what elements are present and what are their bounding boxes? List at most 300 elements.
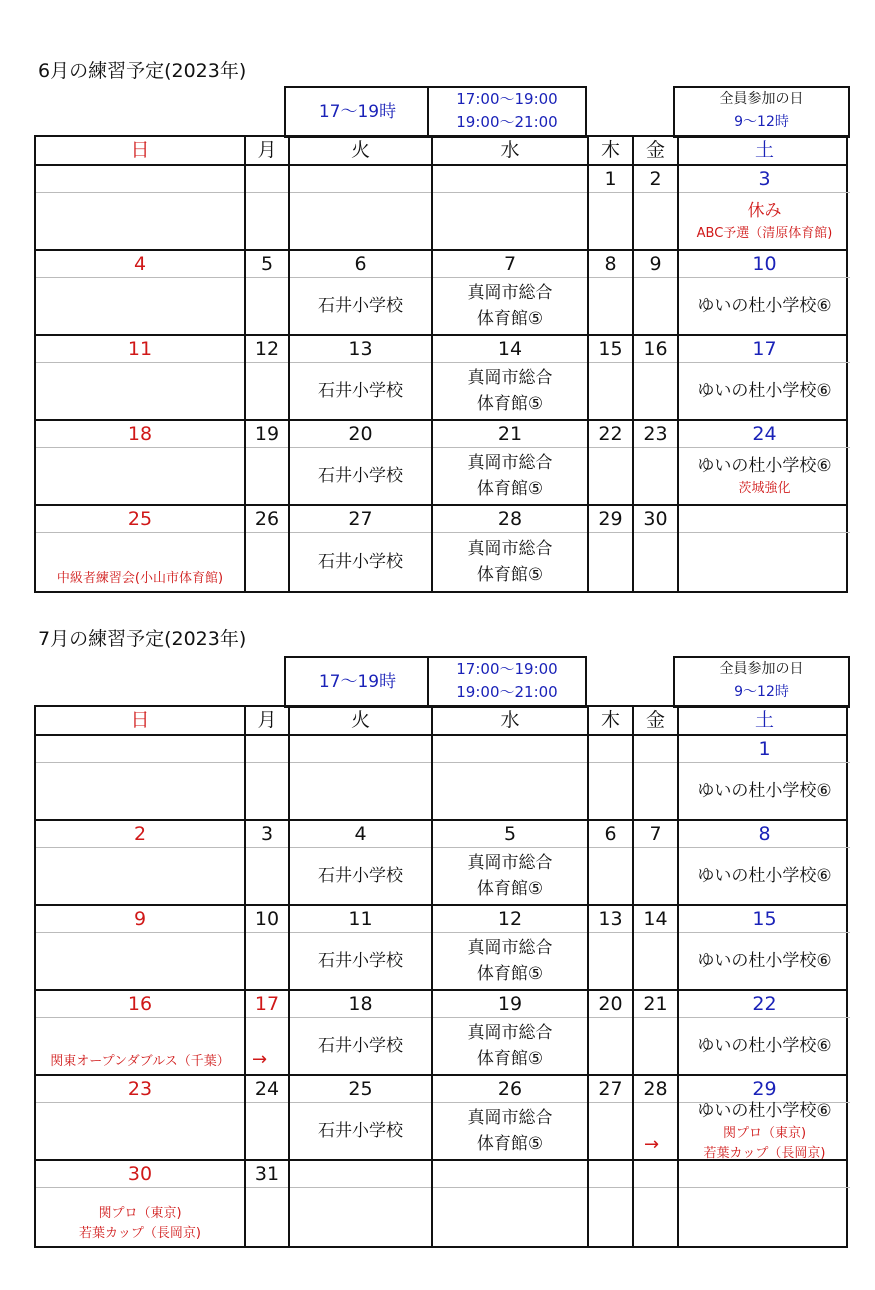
cell-body [36,848,244,904]
venue-name: ゆいの杜小学校⑥ [697,381,832,401]
date-number: 30 [634,506,677,533]
cell-body [679,278,850,334]
cell-body [589,1103,632,1159]
cell-body [433,1018,587,1074]
date-number: 25 [36,506,244,533]
calendar-grid [34,135,848,593]
cell-body [433,933,587,989]
saturday-header [673,656,850,708]
day-cell [36,736,244,819]
day-cell [431,1076,587,1159]
date-number: 12 [433,906,587,933]
date-number: 27 [589,1076,632,1103]
day-header: 金 [632,707,677,734]
cell-body [290,1188,431,1246]
cell-body [290,1018,431,1074]
date-number: 19 [246,421,288,448]
day-cell [587,906,632,989]
cell-body [290,933,431,989]
date-number: 24 [246,1076,288,1103]
venue-name: 体育館⑤ [476,879,544,899]
cell-body [36,933,244,989]
venue-name: ゆいの杜小学校⑥ [697,951,832,971]
cell-body [246,278,288,334]
venue-name: 石井小学校 [318,466,403,486]
date-number: 13 [290,336,431,363]
cell-body [433,278,587,334]
cell-body [679,448,850,504]
day-cell [677,1076,850,1159]
day-cell [677,1161,850,1246]
day-cell [288,336,431,419]
venue-name: 体育館⑤ [476,1049,544,1069]
cell-body [634,448,677,504]
day-cell [632,821,677,904]
cell-body [290,1103,431,1159]
date-number: 20 [589,991,632,1018]
tuesday-time: 17～19時 [318,672,397,692]
cell-body [36,1103,244,1159]
date-number: 2 [634,166,677,193]
event-note: 関プロ（東京) [722,1126,807,1141]
event-note: 茨城強化 [738,481,791,496]
date-number: 4 [290,821,431,848]
day-header: 日 [130,709,150,731]
day-cell [288,1161,431,1246]
day-cell [244,336,288,419]
day-cell [587,166,632,249]
day-cell [587,251,632,334]
day-cell [431,736,587,819]
day-cell [431,166,587,249]
day-cell [36,421,244,504]
day-cell [677,736,850,819]
venue-name: ゆいの杜小学校⑥ [697,296,832,316]
date-number: 9 [36,906,244,933]
date-number: 14 [634,906,677,933]
cell-body [679,193,850,249]
date-number: 5 [246,251,288,278]
day-cell [677,336,850,419]
day-cell [632,1161,677,1246]
day-cell [36,906,244,989]
day-cell [632,506,677,591]
date-number: 26 [433,1076,587,1103]
day-cell [288,166,431,249]
day-cell [632,166,677,249]
date-number [290,1161,431,1188]
week-row [36,1076,846,1161]
event-note: 関プロ（東京) [98,1206,182,1221]
saturday-header [673,86,850,138]
venue-name: 石井小学校 [318,951,403,971]
day-cell [36,166,244,249]
day-cell [431,906,587,989]
date-number: 21 [634,991,677,1018]
cell-body [589,278,632,334]
date-number: 22 [589,421,632,448]
cell-body [246,448,288,504]
day-header-row [36,137,846,166]
day-header: 土 [677,707,850,734]
cell-body [433,1103,587,1159]
date-number: 10 [246,906,288,933]
day-cell [288,506,431,591]
cell-body [36,533,244,591]
week-row [36,166,846,251]
venue-name: 体育館⑤ [476,565,544,585]
date-number: 1 [589,166,632,193]
date-number: 2 [36,821,244,848]
date-number [290,166,431,193]
week-row [36,991,846,1076]
date-number: 22 [679,991,850,1018]
cell-body [679,1018,850,1074]
cell-body [290,363,431,419]
date-number [589,736,632,763]
date-number [36,736,244,763]
day-cell [431,336,587,419]
cell-body [290,278,431,334]
wednesday-time-2: 19:00～21:00 [456,113,558,131]
wednesday-time-header [427,656,587,708]
event-note: 若葉カップ（長岡京) [703,1146,826,1161]
cell-body [246,1188,288,1246]
cell-body [634,278,677,334]
day-cell [36,1161,244,1246]
venue-name: ゆいの杜小学校⑥ [697,781,832,801]
day-header: 木 [587,707,632,734]
cell-body [290,448,431,504]
date-number: 25 [290,1076,431,1103]
venue-name: 真岡市総合 [467,283,553,303]
venue-name: ゆいの杜小学校⑥ [697,866,832,886]
cell-body [589,193,632,249]
date-number [679,506,850,533]
date-number: 16 [36,991,244,1018]
arrow-icon: → [644,1134,660,1155]
cell-body [679,1188,850,1246]
venue-name: ゆいの杜小学校⑥ [697,1036,832,1056]
day-cell [244,1076,288,1159]
day-cell [36,1076,244,1159]
date-number [679,1161,850,1188]
day-cell [431,506,587,591]
venue-name: 真岡市総合 [467,539,553,559]
day-cell [677,821,850,904]
rest-label: 休み [747,201,782,221]
cell-body [679,933,850,989]
date-number: 17 [679,336,850,363]
wednesday-time-1: 17:00～19:00 [456,90,558,108]
day-cell [632,336,677,419]
day-cell [36,991,244,1074]
day-header: 月 [244,707,288,734]
saturday-time: 9～12時 [734,114,789,130]
day-cell [244,1161,288,1246]
date-number: 6 [589,821,632,848]
venue-name: 体育館⑤ [476,479,544,499]
cell-body [36,1188,244,1246]
venue-name: 真岡市総合 [467,853,553,873]
cell-body [433,448,587,504]
day-cell [36,336,244,419]
date-number: 18 [36,421,244,448]
cell-body [433,193,587,249]
cell-body [634,1018,677,1074]
event-note: 中級者練習会(小山市体育館) [56,571,224,586]
venue-name: 石井小学校 [318,381,403,401]
calendar-grid [34,705,848,1248]
day-cell [431,1161,587,1246]
date-number [634,736,677,763]
date-number: 15 [679,906,850,933]
venue-name: 真岡市総合 [467,453,553,473]
date-number: 21 [433,421,587,448]
day-cell [677,991,850,1074]
date-number: 23 [36,1076,244,1103]
day-cell [677,421,850,504]
day-cell [431,251,587,334]
date-number: 28 [433,506,587,533]
date-number: 31 [246,1161,288,1188]
date-number: 26 [246,506,288,533]
tuesday-time-header [284,656,431,708]
cell-body [589,533,632,591]
day-cell [677,251,850,334]
day-header: 月 [244,137,288,164]
cell-body [246,763,288,819]
date-number: 1 [679,736,850,763]
cell-body [589,1018,632,1074]
venue-name: 真岡市総合 [467,368,553,388]
cell-body [679,763,850,819]
cell-body [589,933,632,989]
date-number: 29 [679,1076,850,1103]
date-number: 3 [679,166,850,193]
day-cell [244,506,288,591]
cell-body [634,763,677,819]
cell-body [634,1188,677,1246]
day-cell [677,506,850,591]
tuesday-time: 17～19時 [318,102,397,122]
week-row [36,336,846,421]
day-cell [431,821,587,904]
cell-body [433,763,587,819]
cell-body [246,363,288,419]
cell-body [634,193,677,249]
day-cell [288,736,431,819]
saturday-title: 全員参加の日 [719,91,804,107]
venue-name: ゆいの杜小学校⑥ [697,1101,832,1121]
day-cell [288,821,431,904]
cell-body [589,448,632,504]
date-number: 11 [290,906,431,933]
date-number: 27 [290,506,431,533]
venue-name: 石井小学校 [318,552,403,572]
date-number [589,1161,632,1188]
cell-body [433,848,587,904]
day-header: 水 [431,137,587,164]
cell-body [634,363,677,419]
date-number: 5 [433,821,587,848]
cell-body [589,848,632,904]
date-number [433,1161,587,1188]
week-row [36,736,846,821]
cell-body [679,848,850,904]
day-cell [288,421,431,504]
saturday-title: 全員参加の日 [719,661,804,677]
day-header: 木 [587,137,632,164]
date-number [246,166,288,193]
cell-body [36,448,244,504]
cell-body [634,533,677,591]
cell-body [36,363,244,419]
date-number: 19 [433,991,587,1018]
day-cell [244,991,288,1074]
week-row [36,421,846,506]
date-number: 16 [634,336,677,363]
day-cell [632,251,677,334]
day-cell [587,1076,632,1159]
day-cell [587,421,632,504]
day-header: 水 [431,707,587,734]
day-cell [244,821,288,904]
cell-body [589,763,632,819]
date-number [433,736,587,763]
saturday-time: 9～12時 [734,684,789,700]
day-header-row [36,707,846,736]
venue-name: ゆいの杜小学校⑥ [697,456,832,476]
day-cell [244,166,288,249]
day-header: 火 [288,137,431,164]
arrow-icon: → [252,1049,268,1070]
day-cell [244,906,288,989]
cell-body [433,363,587,419]
date-number [290,736,431,763]
venue-name: 真岡市総合 [467,1023,553,1043]
week-row [36,251,846,336]
day-cell [677,906,850,989]
cell-body [36,1018,244,1074]
day-cell [244,736,288,819]
day-cell [431,991,587,1074]
date-number: 3 [246,821,288,848]
day-cell [632,991,677,1074]
cell-body [36,278,244,334]
event-note: 若葉カップ（長岡京) [79,1226,201,1241]
cell-body [679,1103,850,1159]
cell-body [36,193,244,249]
tuesday-time-header [284,86,431,138]
day-cell [632,906,677,989]
week-row [36,906,846,991]
day-header: 日 [130,139,150,161]
cell-body [433,1188,587,1246]
venue-name: 真岡市総合 [467,1108,553,1128]
cell-body [634,848,677,904]
day-cell [587,506,632,591]
day-cell [244,421,288,504]
july-title: 7月の練習予定(2023年) [38,628,247,650]
day-cell [587,821,632,904]
cell-body [246,193,288,249]
day-cell [587,1161,632,1246]
day-cell [587,336,632,419]
venue-name: 真岡市総合 [467,938,553,958]
venue-name: 体育館⑤ [476,309,544,329]
cell-body [589,1188,632,1246]
date-number: 6 [290,251,431,278]
venue-name: 石井小学校 [318,296,403,316]
day-header: 金 [632,137,677,164]
cell-body [634,933,677,989]
date-number: 28 [634,1076,677,1103]
date-number: 8 [679,821,850,848]
cell-body [290,848,431,904]
cell-body [679,533,850,591]
date-number: 9 [634,251,677,278]
day-cell [632,421,677,504]
date-number: 17 [246,991,288,1018]
date-number: 10 [679,251,850,278]
date-number: 14 [433,336,587,363]
day-cell [288,251,431,334]
date-number: 29 [589,506,632,533]
week-row [36,1161,846,1246]
day-cell [632,1076,677,1159]
week-row [36,821,846,906]
cell-body [679,363,850,419]
day-cell [36,506,244,591]
wednesday-time-2: 19:00～21:00 [456,683,558,701]
date-number: 20 [290,421,431,448]
date-number: 30 [36,1161,244,1188]
day-header: 土 [677,137,850,164]
date-number: 4 [36,251,244,278]
day-cell [36,251,244,334]
venue-name: 体育館⑤ [476,964,544,984]
cell-body [433,533,587,591]
date-number: 11 [36,336,244,363]
date-number: 13 [589,906,632,933]
venue-name: 石井小学校 [318,1036,403,1056]
venue-name: 体育館⑤ [476,394,544,414]
venue-name: 体育館⑤ [476,1134,544,1154]
date-number: 7 [433,251,587,278]
wednesday-time-1: 17:00～19:00 [456,660,558,678]
date-number: 24 [679,421,850,448]
date-number: 7 [634,821,677,848]
date-number [634,1161,677,1188]
june-title: 6月の練習予定(2023年) [38,60,247,82]
event-note: 関東オープンダブルス（千葉） [50,1054,230,1069]
cell-body [290,533,431,591]
date-number: 15 [589,336,632,363]
date-number: 23 [634,421,677,448]
day-cell [36,821,244,904]
day-cell [632,736,677,819]
week-row [36,506,846,591]
day-cell [677,166,850,249]
day-cell [288,906,431,989]
day-header: 火 [288,707,431,734]
wednesday-time-header [427,86,587,138]
date-number [36,166,244,193]
day-cell [244,251,288,334]
date-number: 18 [290,991,431,1018]
day-cell [587,736,632,819]
